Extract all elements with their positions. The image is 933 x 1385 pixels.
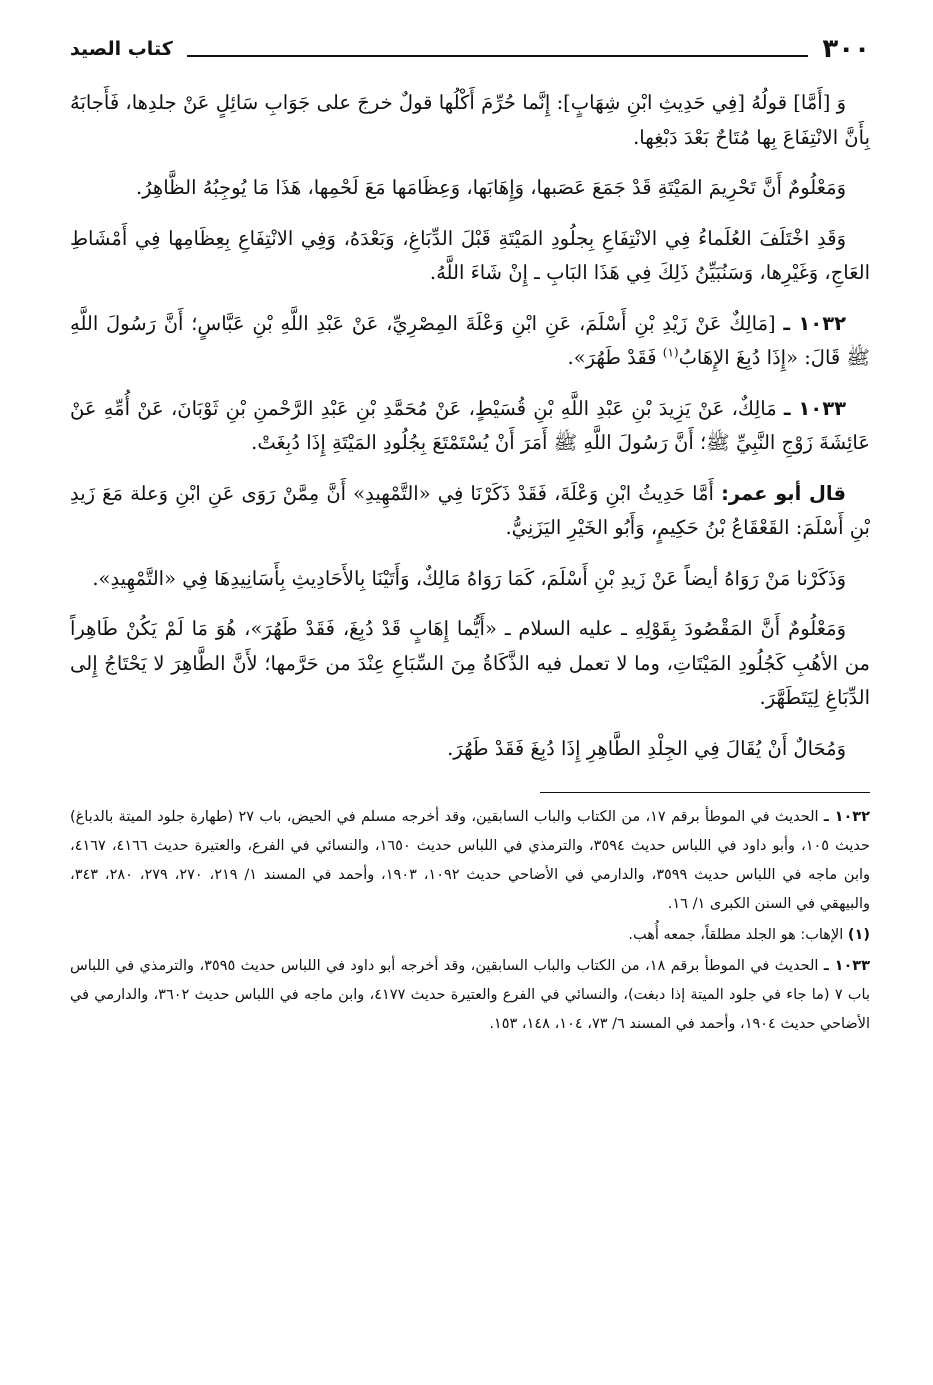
footnote-reference[interactable]: (١) <box>662 345 679 360</box>
paragraph-text: وَذَكَرْنا مَنْ رَوَاهُ أيضاً عَنْ زَيدِ بْنِ أَسْلَمَ، كَمَا رَوَاهُ مَالِكٌ، وَأَتَيْنَا بِالأَحَادِيثِ بِأَسَانِيدِهَا فِي «التَّمْهِيدِ». <box>92 566 846 590</box>
footnote-number: ١٠٣٣ ـ <box>823 958 870 974</box>
footnote-number: ١٠٣٢ ـ <box>823 809 870 825</box>
paragraph-text: وَمَعْلُومٌ أَنَّ المَقْصُودَ بِقَوْلِهِ ـ عليه السلام ـ «أَيُّما إِهَابٍ قَدْ دُبِغَ، فَقَدْ طَهُرَ»، هُوَ مَا لَمْ يَكُنْ طَاهِراً من الأهُبِ كَجُلُودِ المَيْتَاتِ، وما لا تعمل فيه الذَّكَاةُ مِنَ السِّبَاعِ عِنْدَ من حَرَّمها؛ لأَنَّ الطَّاهِرَ لا يَحْتَاجُ إِلى الدِّبَاغِ لِيَتَطَهَّرَ. <box>70 617 870 709</box>
footnote-separator <box>540 792 870 793</box>
book-page <box>70 28 870 1358</box>
paragraph <box>70 86 870 155</box>
footnote-1032 <box>70 803 870 919</box>
running-title: كتاب الصيد <box>70 38 173 60</box>
footnote-1033 <box>70 952 870 1039</box>
paragraph <box>70 612 870 716</box>
hadith-text: مَالِكٌ، عَنْ يَزِيدَ بْنِ عَبْدِ اللَّهِ بْنِ قُسَيْطٍ، عَنْ مُحَمَّدِ بْنِ عَبْدِ الرَّحْمنِ بْنِ ثَوْبَانَ، عَنْ أُمِّهِ عَنْ عَائِشَةَ زَوْجِ النَّبِيِّ ﷺ؛ أَنَّ رَسُولَ اللَّهِ ﷺ أَمَرَ أَنْ يُسْتَمْتَعَ بِجُلُودِ المَيْتَةِ إِذَا دُبِغَتْ. <box>70 396 870 454</box>
footnote-number: (١) <box>847 927 870 943</box>
hadith-text: [مَالِكٌ عَنْ زَيْدِ بْنِ أَسْلَمَ، عَنِ ابْنِ وَعْلَةَ المِصْرِيِّ، عَنْ عَبْدِ اللَّهِ بْنِ عَبَّاسٍ؛ أَنَّ رَسُولَ اللَّهِ ﷺ قَالَ: «إِذَا دُبِغَ الإِهَابُ <box>70 311 870 369</box>
paragraph-text: وَمُحَالٌ أَنْ يُقَالَ فِي الجِلْدِ الطَّاهِرِ إِذَا دُبِغَ فَقَدْ طَهُرَ. <box>447 736 846 760</box>
paragraph-text: وَمَعْلُومٌ أَنَّ تَحْرِيمَ المَيْتَةِ قَدْ جَمَعَ عَصَبها، وَإِهَابَها، وَعِظَامَها مَعَ لَحْمِها، هَذَا مَا يُوجِبُهُ الظَّاهِرُ. <box>135 176 846 199</box>
paragraph <box>70 562 870 597</box>
commentary-paragraph <box>70 477 870 546</box>
paragraph-text: وَقَدِ اخْتَلَفَ العُلَماءُ فِي الانْتِفَاعِ بِجلُودِ المَيْتَةِ قَبْلَ الدِّبَاغِ، وَبَعْدَهُ، وَفِي الانْتِفَاعِ بِعِظَامِها فِي أَمْشَاطِ العَاجِ، وَغَيْرِها، وَسَنُبَيِّنُ ذَلِكَ فِي هَذَا البَابِ ـ إِنْ شَاءَ اللَّهُ. <box>70 226 870 284</box>
footnote-text: الحديث في الموطأ برقم ١٨، من الكتاب والباب السابقين، وقد أخرجه أبو داود في اللباس حديث ٣٥٩٥، والترمذي في اللباس باب ٧ (ما جاء في جلود الميتة إذا دبغت)، والنسائي في الفرع والعتيرة حديث ٤١٧٧، وابن ماجه في اللباس حديث ٣٦٠٢، والدارمي في الأضاحي حديث ١٩٠٤، وأحمد في المسند ٦/ ٧٣، ١٠٤، ١٤٨، ١٥٣. <box>70 958 871 1032</box>
paragraph <box>70 222 870 291</box>
paragraph <box>70 171 870 206</box>
paragraph-text: أَمَّا حَدِيثُ ابْنِ وَعْلَةَ، فَقَدْ ذَكَرْنَا فِي «التَّمْهِيدِ» أَنَّ مِمَّنْ رَوَى عَنِ ابْنِ وَعلة مَعَ زَيدِ بْنِ أَسْلَمَ: القَعْقَاعُ بْنُ حَكِيمٍ، وَأَبُو الخَيْرِ اليَزَنِيُّ. <box>70 481 870 539</box>
footnote-1 <box>70 921 870 950</box>
paragraph <box>70 732 870 767</box>
hadith-number: ١٠٣٢ ـ <box>783 311 846 335</box>
page-number: ٣٠٠ <box>822 34 870 64</box>
page-header <box>70 28 870 64</box>
hadith-1033 <box>70 392 870 461</box>
main-text <box>70 86 870 766</box>
footnote-text: الإهاب: هو الجلد مطلقاً، جمعه أُهب. <box>628 927 848 943</box>
hadith-number: ١٠٣٣ ـ <box>783 396 846 420</box>
hadith-1032 <box>70 307 870 376</box>
footnotes <box>70 803 870 1039</box>
header-rule <box>187 55 809 57</box>
footnote-text: الحديث في الموطأ برقم ١٧، من الكتاب والباب السابقين، وقد أخرجه مسلم في الحيض، باب ٢٧ (طهارة جلود الميتة بالدباغ) حديث ١٠٥، وأبو داود في اللباس حديث ٣٥٩٤، والترمذي في اللباس حديث ١٦٥٠، والنسائي في الفرع، والعتيرة حديث ٤١٦٦، ٤١٦٧، وابن ماجه في اللباس حديث ٣٥٩٩، والدارمي في الأضاحي حديث ١٠٩٢، ١٩٠٣، وأحمد في المسند ١/ ٢١٩، ٢٧٠، ٢٧٩، ٢٨٠، ٣٤٣، والبيهقي في السنن الكبرى ١/ ١٦. <box>70 809 871 912</box>
paragraph-text: وَ [أَمَّا] قولُهُ [فِي حَدِيثِ ابْنِ شِهَابٍ]: إِنَّما حُرِّمَ أَكْلُها قولٌ خرجَ على جَوَابِ سَائِلٍ عَنْ جلدِها، فَأَجابَهُ بِأَنَّ الانْتِفَاعَ بِها مُتَاحٌ بَعْدَ دَبْغِها. <box>70 91 870 149</box>
commentary-speaker: قال أبو عمر: <box>721 481 846 505</box>
hadith-text-end: فَقَدْ طَهُرَ». <box>567 346 663 369</box>
